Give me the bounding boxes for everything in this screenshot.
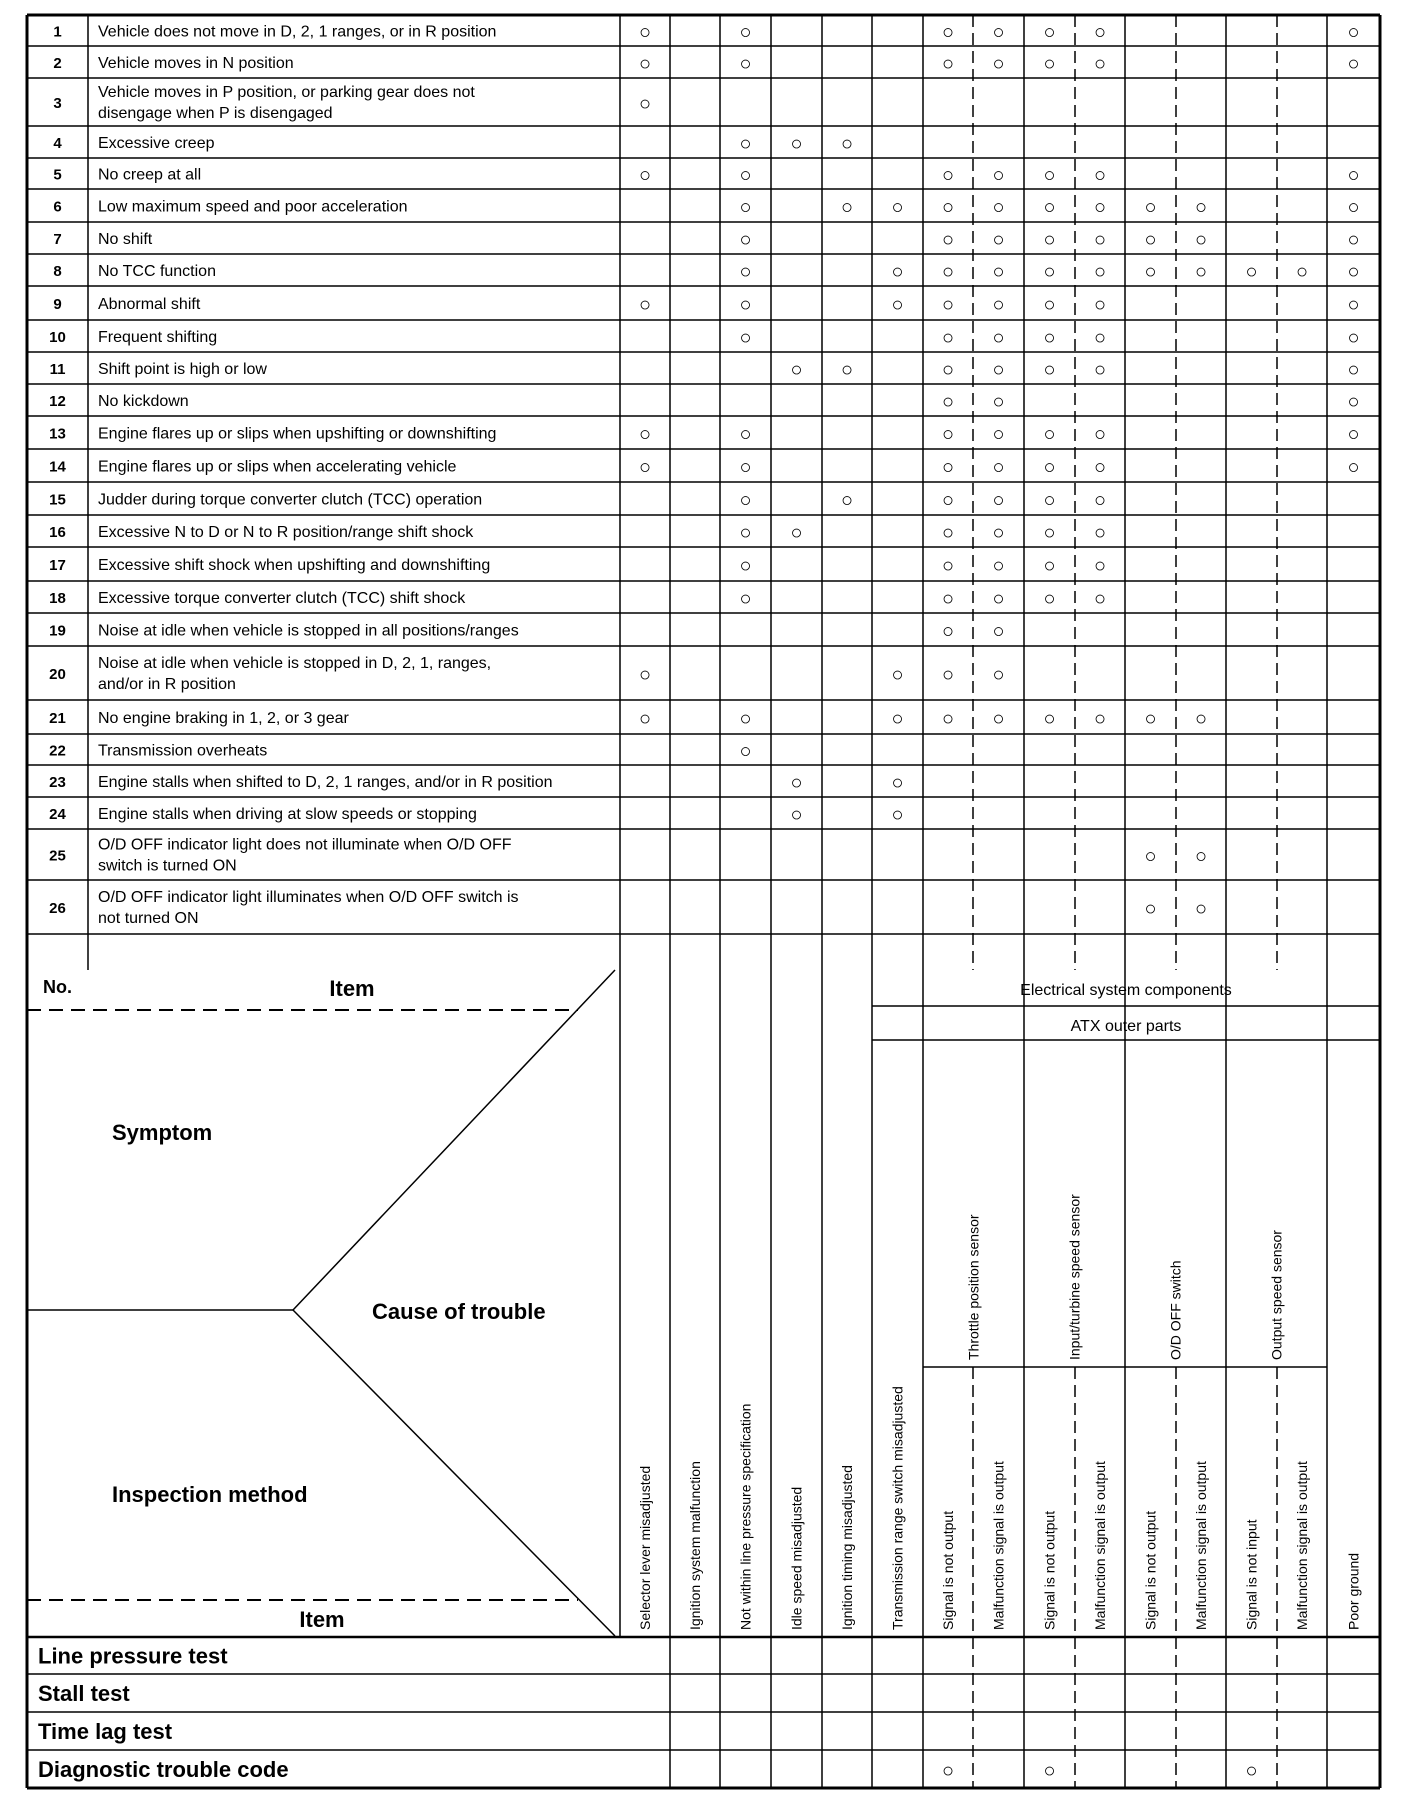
check-mark: ○: [992, 261, 1005, 283]
cause-column-label: Idle speed misadjusted: [788, 1486, 805, 1630]
check-mark: ○: [941, 489, 955, 512]
check-mark: ○: [1093, 164, 1107, 187]
group-label: Input/turbine speed sensor: [1066, 1194, 1083, 1360]
check-mark: ○: [1043, 261, 1056, 283]
check-mark: ○: [739, 327, 752, 349]
check-mark: ○: [1144, 845, 1157, 868]
check-mark: ○: [1245, 1760, 1258, 1782]
check-mark: ○: [941, 261, 955, 283]
check-mark: ○: [941, 21, 955, 44]
check-mark: ○: [941, 664, 955, 686]
symptom-number: 7: [53, 231, 62, 248]
test-label: Diagnostic trouble code: [38, 1757, 289, 1782]
check-mark: ○: [739, 196, 752, 219]
check-mark: ○: [1194, 229, 1208, 251]
check-mark: ○: [1093, 522, 1107, 544]
symptom-number: 19: [49, 622, 66, 640]
check-mark: ○: [1043, 456, 1056, 479]
symptom-number: 14: [49, 458, 66, 476]
check-mark: ○: [992, 489, 1005, 512]
check-mark: ○: [1093, 588, 1107, 610]
check-mark: ○: [941, 456, 955, 479]
symptom-text: Noise at idle when vehicle is stopped in D, 2, 1, ranges,: [98, 655, 492, 672]
symptom-text: No engine braking in 1, 2, or 3 gear: [98, 710, 349, 727]
check-mark: ○: [638, 664, 652, 686]
group-label: Output speed sensor: [1268, 1230, 1285, 1360]
check-mark: ○: [840, 359, 854, 381]
check-mark: ○: [790, 522, 803, 544]
check-mark: ○: [1144, 229, 1157, 251]
check-mark: ○: [941, 522, 955, 544]
item-header-bottom: Item: [299, 1607, 345, 1632]
cause-column-label: Ignition timing misadjusted: [839, 1465, 855, 1630]
test-label: Time lag test: [38, 1719, 173, 1744]
check-mark: ○: [638, 423, 652, 446]
group-label: Throttle position sensor: [965, 1214, 982, 1360]
check-mark: ○: [992, 53, 1005, 75]
check-mark: ○: [739, 294, 752, 316]
cause-column-label: Signal is not input: [1243, 1519, 1260, 1630]
cause-column-label: Selector lever misadjusted: [637, 1465, 653, 1630]
check-mark: ○: [840, 489, 854, 512]
check-mark: ○: [739, 164, 752, 187]
cause-column-label: Malfunction signal is output: [1294, 1461, 1310, 1630]
cause-column-label: Malfunction signal is output: [1092, 1461, 1108, 1630]
symptom-text: No kickdown: [98, 393, 189, 410]
check-mark: ○: [1347, 294, 1360, 316]
check-mark: ○: [1093, 21, 1107, 44]
check-mark: ○: [941, 164, 955, 187]
check-mark: ○: [992, 620, 1005, 643]
cause-column-label: Malfunction signal is output: [1193, 1461, 1209, 1630]
check-mark: ○: [790, 359, 803, 381]
check-mark: ○: [638, 456, 652, 479]
symptom-number: 25: [49, 847, 66, 865]
symptom-text: Engine stalls when driving at slow speeds or stopping: [98, 806, 477, 823]
check-mark: ○: [992, 588, 1005, 610]
symptom-header: Symptom: [112, 1120, 213, 1145]
check-mark: ○: [840, 133, 854, 155]
cause-column-label: Signal is not output: [1041, 1510, 1058, 1630]
symptom-number: 13: [49, 425, 66, 443]
check-mark: ○: [638, 93, 652, 115]
check-mark: ○: [1043, 21, 1056, 44]
check-mark: ○: [1194, 845, 1208, 868]
check-mark: ○: [1194, 261, 1208, 283]
check-mark: ○: [1043, 588, 1056, 610]
symptom-text: Excessive torque converter clutch (TCC) shift shock: [98, 590, 466, 607]
symptom-number: 17: [49, 557, 66, 574]
check-mark: ○: [739, 555, 752, 577]
check-mark: ○: [992, 708, 1005, 730]
inspection-header: Inspection method: [112, 1482, 308, 1507]
symptom-text: switch is turned ON: [98, 857, 237, 875]
check-mark: ○: [739, 522, 752, 544]
check-mark: ○: [638, 708, 652, 730]
symptom-text: Excessive shift shock when upshifting and downshifting: [98, 557, 491, 574]
symptom-text: Engine flares up or slips when upshifting or downshifting: [98, 425, 497, 443]
check-mark: ○: [1093, 359, 1107, 381]
symptom-number: 9: [53, 296, 62, 313]
check-mark: ○: [1194, 708, 1208, 730]
no-header: No.: [43, 977, 72, 997]
check-mark: ○: [1043, 423, 1056, 446]
symptom-number: 1: [53, 23, 62, 41]
symptom-text: Excessive N to D or N to R position/range shift shock: [98, 524, 474, 541]
check-mark: ○: [891, 664, 904, 686]
check-mark: ○: [992, 21, 1005, 44]
check-mark: ○: [739, 588, 752, 610]
symptom-text: Abnormal shift: [98, 296, 201, 313]
check-mark: ○: [840, 196, 854, 219]
check-mark: ○: [941, 708, 955, 730]
check-mark: ○: [941, 294, 955, 316]
electrical-header: Electrical system components: [1020, 982, 1232, 999]
check-mark: ○: [790, 772, 803, 794]
symptom-number: 11: [49, 361, 66, 378]
check-mark: ○: [1093, 229, 1107, 251]
check-mark: ○: [992, 423, 1005, 446]
symptom-number: 21: [49, 710, 66, 727]
cause-column-label: Signal is not output: [940, 1510, 956, 1630]
check-mark: ○: [1144, 196, 1157, 219]
symptom-number: 6: [53, 198, 62, 216]
check-mark: ○: [992, 456, 1005, 479]
symptom-number: 22: [49, 742, 66, 760]
symptom-number: 15: [49, 491, 66, 509]
check-mark: ○: [739, 261, 752, 283]
symptom-text: Vehicle does not move in D, 2, 1 ranges, or in R position: [98, 23, 497, 41]
check-mark: ○: [1043, 1760, 1056, 1782]
check-mark: ○: [1194, 898, 1208, 920]
check-mark: ○: [1347, 391, 1360, 413]
cause-column-label: Ignition system malfunction: [687, 1461, 703, 1630]
check-mark: ○: [1347, 229, 1360, 251]
symptom-text: Frequent shifting: [98, 329, 218, 346]
check-mark: ○: [739, 489, 752, 512]
check-mark: ○: [1144, 898, 1157, 920]
atx-header: ATX outer parts: [1070, 1018, 1182, 1035]
symptom-number: 4: [53, 135, 62, 152]
check-mark: ○: [1347, 164, 1360, 187]
check-mark: ○: [1347, 359, 1360, 381]
check-mark: ○: [941, 53, 955, 75]
check-mark: ○: [1347, 327, 1360, 349]
symptom-text: and/or in R position: [98, 676, 236, 693]
check-mark: ○: [1093, 456, 1107, 479]
corner-diagonal: [293, 970, 615, 1310]
check-mark: ○: [1043, 555, 1056, 577]
symptom-text: disengage when P is disengaged: [98, 105, 333, 122]
check-mark: ○: [992, 359, 1005, 381]
symptom-text: Engine flares up or slips when accelerating vehicle: [98, 458, 457, 476]
check-mark: ○: [891, 708, 904, 730]
check-mark: ○: [1043, 196, 1056, 219]
check-mark: ○: [1093, 555, 1107, 577]
symptom-text: O/D OFF indicator light does not illuminate when O/D OFF: [98, 836, 512, 854]
check-mark: ○: [1144, 261, 1157, 283]
check-mark: ○: [638, 164, 652, 187]
check-mark: ○: [941, 555, 955, 577]
check-mark: ○: [992, 294, 1005, 316]
symptom-text: not turned ON: [98, 910, 199, 927]
check-mark: ○: [992, 164, 1005, 187]
check-mark: ○: [1093, 327, 1107, 349]
symptom-text: Noise at idle when vehicle is stopped in all positions/ranges: [98, 622, 519, 640]
symptom-text: O/D OFF indicator light illuminates when O/D OFF switch is: [98, 889, 519, 906]
check-mark: ○: [1093, 294, 1107, 316]
cause-column-label: Poor ground: [1345, 1552, 1362, 1630]
check-mark: ○: [1093, 53, 1107, 75]
check-mark: ○: [638, 294, 652, 316]
group-label: O/D OFF switch: [1167, 1260, 1184, 1360]
symptom-number: 18: [49, 590, 66, 607]
corner-diagonal: [293, 1310, 615, 1636]
check-mark: ○: [891, 772, 904, 794]
check-mark: ○: [1093, 708, 1107, 730]
symptom-text: Low maximum speed and poor acceleration: [98, 198, 408, 216]
check-mark: ○: [739, 21, 752, 44]
check-mark: ○: [1347, 423, 1360, 446]
check-mark: ○: [1093, 261, 1107, 283]
check-mark: ○: [992, 327, 1005, 349]
check-mark: ○: [992, 664, 1005, 686]
check-mark: ○: [992, 229, 1005, 251]
check-mark: ○: [992, 522, 1005, 544]
check-mark: ○: [1043, 53, 1056, 75]
item-header-top: Item: [329, 976, 375, 1001]
symptom-text: No TCC function: [98, 263, 216, 280]
symptom-number: 12: [49, 393, 66, 410]
symptom-number: 23: [49, 774, 66, 791]
test-label: Line pressure test: [38, 1643, 228, 1669]
check-mark: ○: [941, 391, 955, 413]
symptom-number: 24: [49, 806, 66, 823]
check-mark: ○: [941, 620, 955, 643]
check-mark: ○: [941, 423, 955, 446]
check-mark: ○: [1093, 489, 1107, 512]
check-mark: ○: [941, 1760, 955, 1782]
check-mark: ○: [739, 456, 752, 479]
cause-column-label: Transmission range switch misadjusted: [889, 1386, 906, 1630]
check-mark: ○: [1347, 456, 1360, 479]
symptom-text: Vehicle moves in N position: [98, 55, 294, 72]
check-mark: ○: [1194, 196, 1208, 219]
check-mark: ○: [739, 708, 752, 730]
check-mark: ○: [1245, 261, 1258, 283]
symptom-text: No creep at all: [98, 166, 202, 184]
check-mark: ○: [1295, 261, 1309, 283]
check-mark: ○: [992, 391, 1005, 413]
check-mark: ○: [739, 53, 752, 75]
cause-column-label: Signal is not output: [1142, 1510, 1159, 1630]
check-mark: ○: [1347, 261, 1360, 283]
check-mark: ○: [1043, 327, 1056, 349]
symptom-number: 3: [53, 95, 62, 112]
symptom-number: 2: [53, 55, 62, 72]
check-mark: ○: [1347, 21, 1360, 44]
check-mark: ○: [1043, 359, 1056, 381]
symptom-number: 20: [49, 666, 66, 683]
cause-header: Cause of trouble: [372, 1299, 546, 1324]
symptom-text: Shift point is high or low: [98, 361, 267, 378]
check-mark: ○: [891, 261, 904, 283]
symptom-text: Excessive creep: [98, 135, 215, 152]
check-mark: ○: [1093, 196, 1107, 219]
symptom-text: Judder during torque converter clutch (TCC) operation: [98, 491, 483, 509]
check-mark: ○: [992, 196, 1005, 219]
symptom-text: Vehicle moves in P position, or parking gear does not: [98, 84, 475, 101]
check-mark: ○: [891, 196, 904, 219]
symptom-number: 26: [49, 900, 66, 917]
check-mark: ○: [739, 229, 752, 251]
symptom-number: 16: [49, 524, 66, 541]
check-mark: ○: [1043, 522, 1056, 544]
cause-column-label: Malfunction signal is output: [990, 1461, 1007, 1630]
check-mark: ○: [1043, 164, 1056, 187]
symptom-text: Engine stalls when shifted to D, 2, 1 ranges, and/or in R position: [98, 774, 553, 791]
check-mark: ○: [1347, 53, 1360, 75]
check-mark: ○: [638, 53, 652, 75]
symptom-number: 8: [53, 263, 62, 280]
check-mark: ○: [1144, 708, 1157, 730]
check-mark: ○: [941, 359, 955, 381]
symptom-text: No shift: [98, 231, 153, 248]
check-mark: ○: [739, 740, 752, 763]
symptom-number: 10: [49, 329, 66, 346]
check-mark: ○: [1043, 489, 1056, 512]
symptom-number: 5: [53, 166, 62, 184]
check-mark: ○: [1043, 229, 1056, 251]
check-mark: ○: [790, 133, 803, 155]
check-mark: ○: [739, 423, 752, 446]
check-mark: ○: [1093, 423, 1107, 446]
check-mark: ○: [941, 196, 955, 219]
check-mark: ○: [1043, 294, 1056, 316]
symptom-text: Transmission overheats: [98, 742, 268, 760]
check-mark: ○: [638, 21, 652, 44]
check-mark: ○: [739, 133, 752, 155]
cause-column-label: Not within line pressure specification: [737, 1403, 754, 1630]
check-mark: ○: [790, 804, 803, 826]
check-mark: ○: [891, 294, 904, 316]
check-mark: ○: [1043, 708, 1056, 730]
check-mark: ○: [941, 229, 955, 251]
check-mark: ○: [1347, 196, 1360, 219]
check-mark: ○: [941, 588, 955, 610]
check-mark: ○: [891, 804, 904, 826]
test-label: Stall test: [38, 1681, 130, 1706]
check-mark: ○: [992, 555, 1005, 577]
check-mark: ○: [941, 327, 955, 349]
